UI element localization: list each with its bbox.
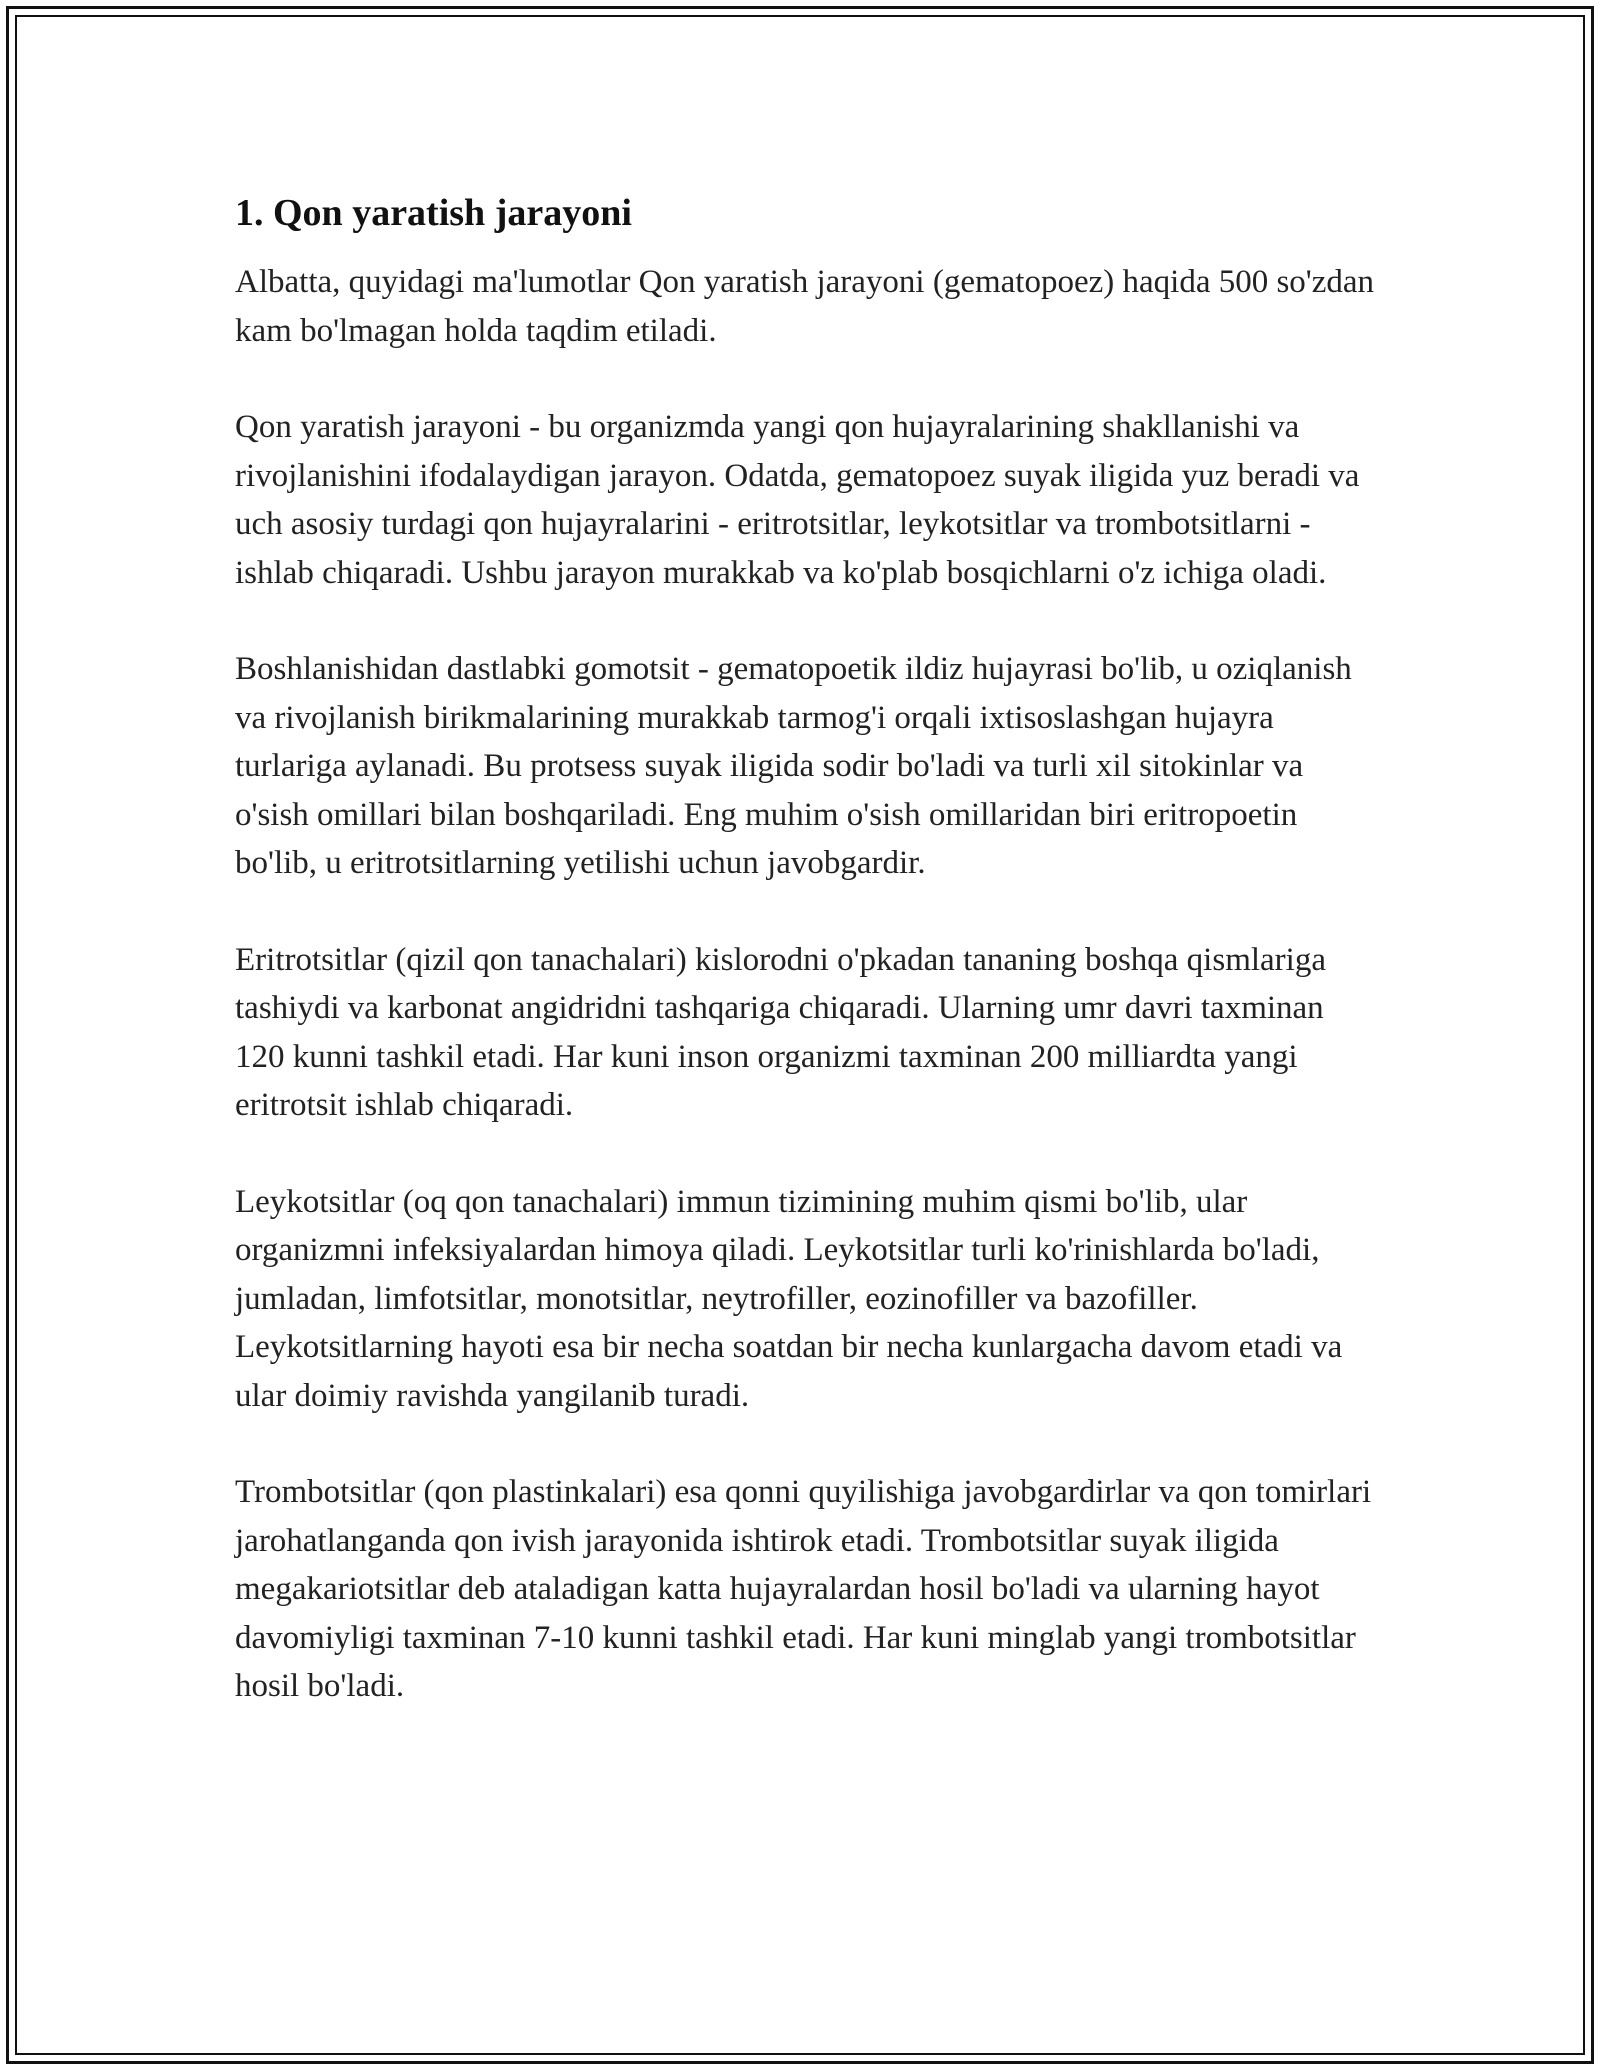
section-heading: 1. Qon yaratish jarayoni bbox=[235, 192, 632, 234]
paragraph-stem-cell: Boshlanishidan dastlabki gomotsit - gematopoetik ildiz hujayrasi bo'lib, u oziqlanish va rivojlanish birikmalarining murakkab tarmog'i orqali ixtisoslashgan hujayra turlariga aylanadi. Bu protsess suyak iligida sodir bo'ladi va turli xil sitokinlar va o'sish omillari bilan boshqariladi. Eng muhim o'sish omillaridan biri eritropoetin bo'lib, u eritrotsitlarning yetilishi uchun javobgardir. bbox=[235, 651, 1352, 881]
paragraph-leukocytes: Leykotsitlar (oq qon tanachalari) immun tizimining muhim qismi bo'lib, ular organizmni infeksiyalardan himoya qiladi. Leykotsitlar turli ko'rinishlarda bo'ladi, jumladan, limfotsitlar, monotsitlar, neytrofiller, eozinofiller va bazofiller. Leykotsitlarning hayoti esa bir necha soatdan bir necha kunlargacha davom etadi va ular doimiy ravishda yangilanib turadi. bbox=[235, 1183, 1343, 1414]
document-body bbox=[235, 186, 1380, 1759]
paragraph-intro: Albatta, quyidagi ma'lumotlar Qon yaratish jarayoni (gematopoez) haqida 500 so'zdan kam bo'lmagan holda taqdim etiladi. bbox=[235, 264, 1375, 349]
paragraph-definition: Qon yaratish jarayoni - bu organizmda yangi qon hujayralarining shakllanishi va rivojlanishini ifodalaydigan jarayon. Odatda, gematopoez suyak iligida yuz beradi va uch asosiy turdagi qon hujayralarini - eritrotsitlar, leykotsitlar va trombotsitlarni - ishlab chiqaradi. Ushbu jarayon murakkab va ko'plab bosqichlarni o'z ichiga oladi. bbox=[235, 409, 1360, 591]
paragraph-erythrocytes: Eritrotsitlar (qizil qon tanachalari) kislorodni o'pkadan tananing boshqa qismlariga tashiydi va karbonat angidridni tashqariga chiqaradi. Ularning umr davri taxminan 120 kunni tashkil etadi. Har kuni inson organizmi taxminan 200 milliardta yangi eritrotsit ishlab chiqaradi. bbox=[235, 941, 1326, 1123]
paragraph-thrombocytes: Trombotsitlar (qon plastinkalari) esa qonni quyilishiga javobgardirlar va qon tomirlari jarohatlanganda qon ivish jarayonida ishtirok etadi. Trombotsitlar suyak iligida megakariotsitlar deb ataladigan katta hujayralardan hosil bo'ladi va ularning hayot davomiyligi taxminan 7-10 kunni tashkil etadi. Har kuni minglab yangi trombotsitlar hosil bo'ladi. bbox=[235, 1474, 1372, 1704]
